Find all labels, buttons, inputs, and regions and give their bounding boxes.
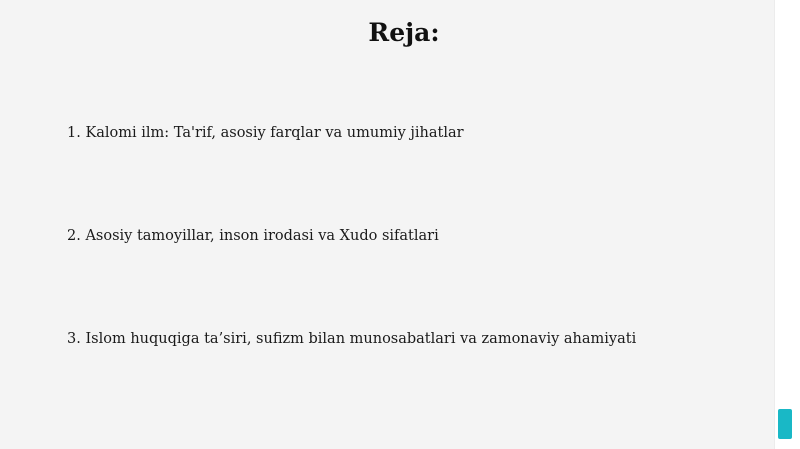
- plan-item-2: 2. Asosiy tamoyillar, inson irodasi va Xudo sifatlari: [67, 228, 439, 244]
- plan-item-3: 3. Islom huquqiga ta’siri, sufizm bilan munosabatlari va zamonaviy ahamiyati: [67, 331, 637, 347]
- scrollbar-track[interactable]: [774, 0, 800, 449]
- slide-title: Reja:: [368, 18, 440, 47]
- scrollbar-thumb[interactable]: [778, 409, 792, 439]
- plan-item-1: 1. Kalomi ilm: Ta'rif, asosiy farqlar va umumiy jihatlar: [67, 125, 464, 141]
